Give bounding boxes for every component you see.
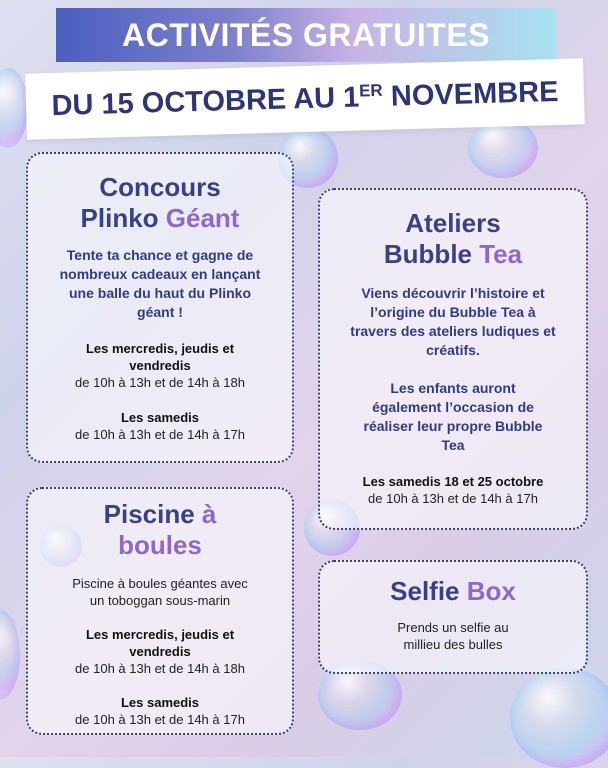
schedule-hours: de 10h à 13h et de 14h à 18h [75, 375, 245, 390]
schedule-hours: de 10h à 13h et de 14h à 18h [75, 661, 245, 676]
date-range: DU 15 OCTOBRE AU 1ER NOVEMBRE [51, 75, 559, 122]
bubble-decoration [510, 668, 608, 768]
bubble-decoration [0, 68, 28, 148]
schedule-days: Les samedis [120, 695, 200, 710]
card-description: Prends un selfie au millieu des bulles [397, 620, 509, 652]
schedule-hours: de 10h à 13h et de 14h à 17h [75, 712, 245, 727]
card-selfie-box [318, 560, 588, 674]
card-title: Concours Plinko Géant [80, 172, 240, 233]
schedule-days: Les mercredis, jeudis et vendredis [85, 627, 235, 659]
schedule-hours: de 10h à 13h et de 14h à 17h [368, 491, 538, 506]
bubble-decoration [0, 610, 20, 700]
page-title: ACTIVITÉS GRATUITES [121, 16, 491, 53]
title-banner [56, 8, 556, 62]
schedule-days: Les mercredis, jeudis et vendredis [85, 341, 235, 373]
card-piscine [26, 487, 294, 735]
schedule-days: Les samedis [120, 410, 200, 425]
card-title: Selfie Box [390, 576, 516, 606]
card-plinko [26, 152, 294, 463]
card-lead: Tente ta chance et gagne de nombreux cadeaux en lançant une balle du haut du Plinko géant ! [59, 247, 261, 320]
schedule-days: Les samedis 18 et 25 octobre [362, 474, 544, 489]
card-description: Piscine à boules géantes avec un toboggan sous-marin [72, 576, 248, 608]
card-lead: Les enfants auront également l’occasion de réaliser leur propre Bubble Tea [363, 380, 543, 453]
card-title: Piscine à boules [103, 499, 217, 560]
schedule-hours: de 10h à 13h et de 14h à 17h [75, 427, 245, 442]
card-title: Ateliers Bubble Tea [383, 208, 523, 269]
card-lead: Viens découvrir l’histoire et l’origine du Bubble Tea à travers des ateliers ludiques et créatifs. [350, 285, 556, 358]
card-bubble-tea [318, 188, 588, 530]
